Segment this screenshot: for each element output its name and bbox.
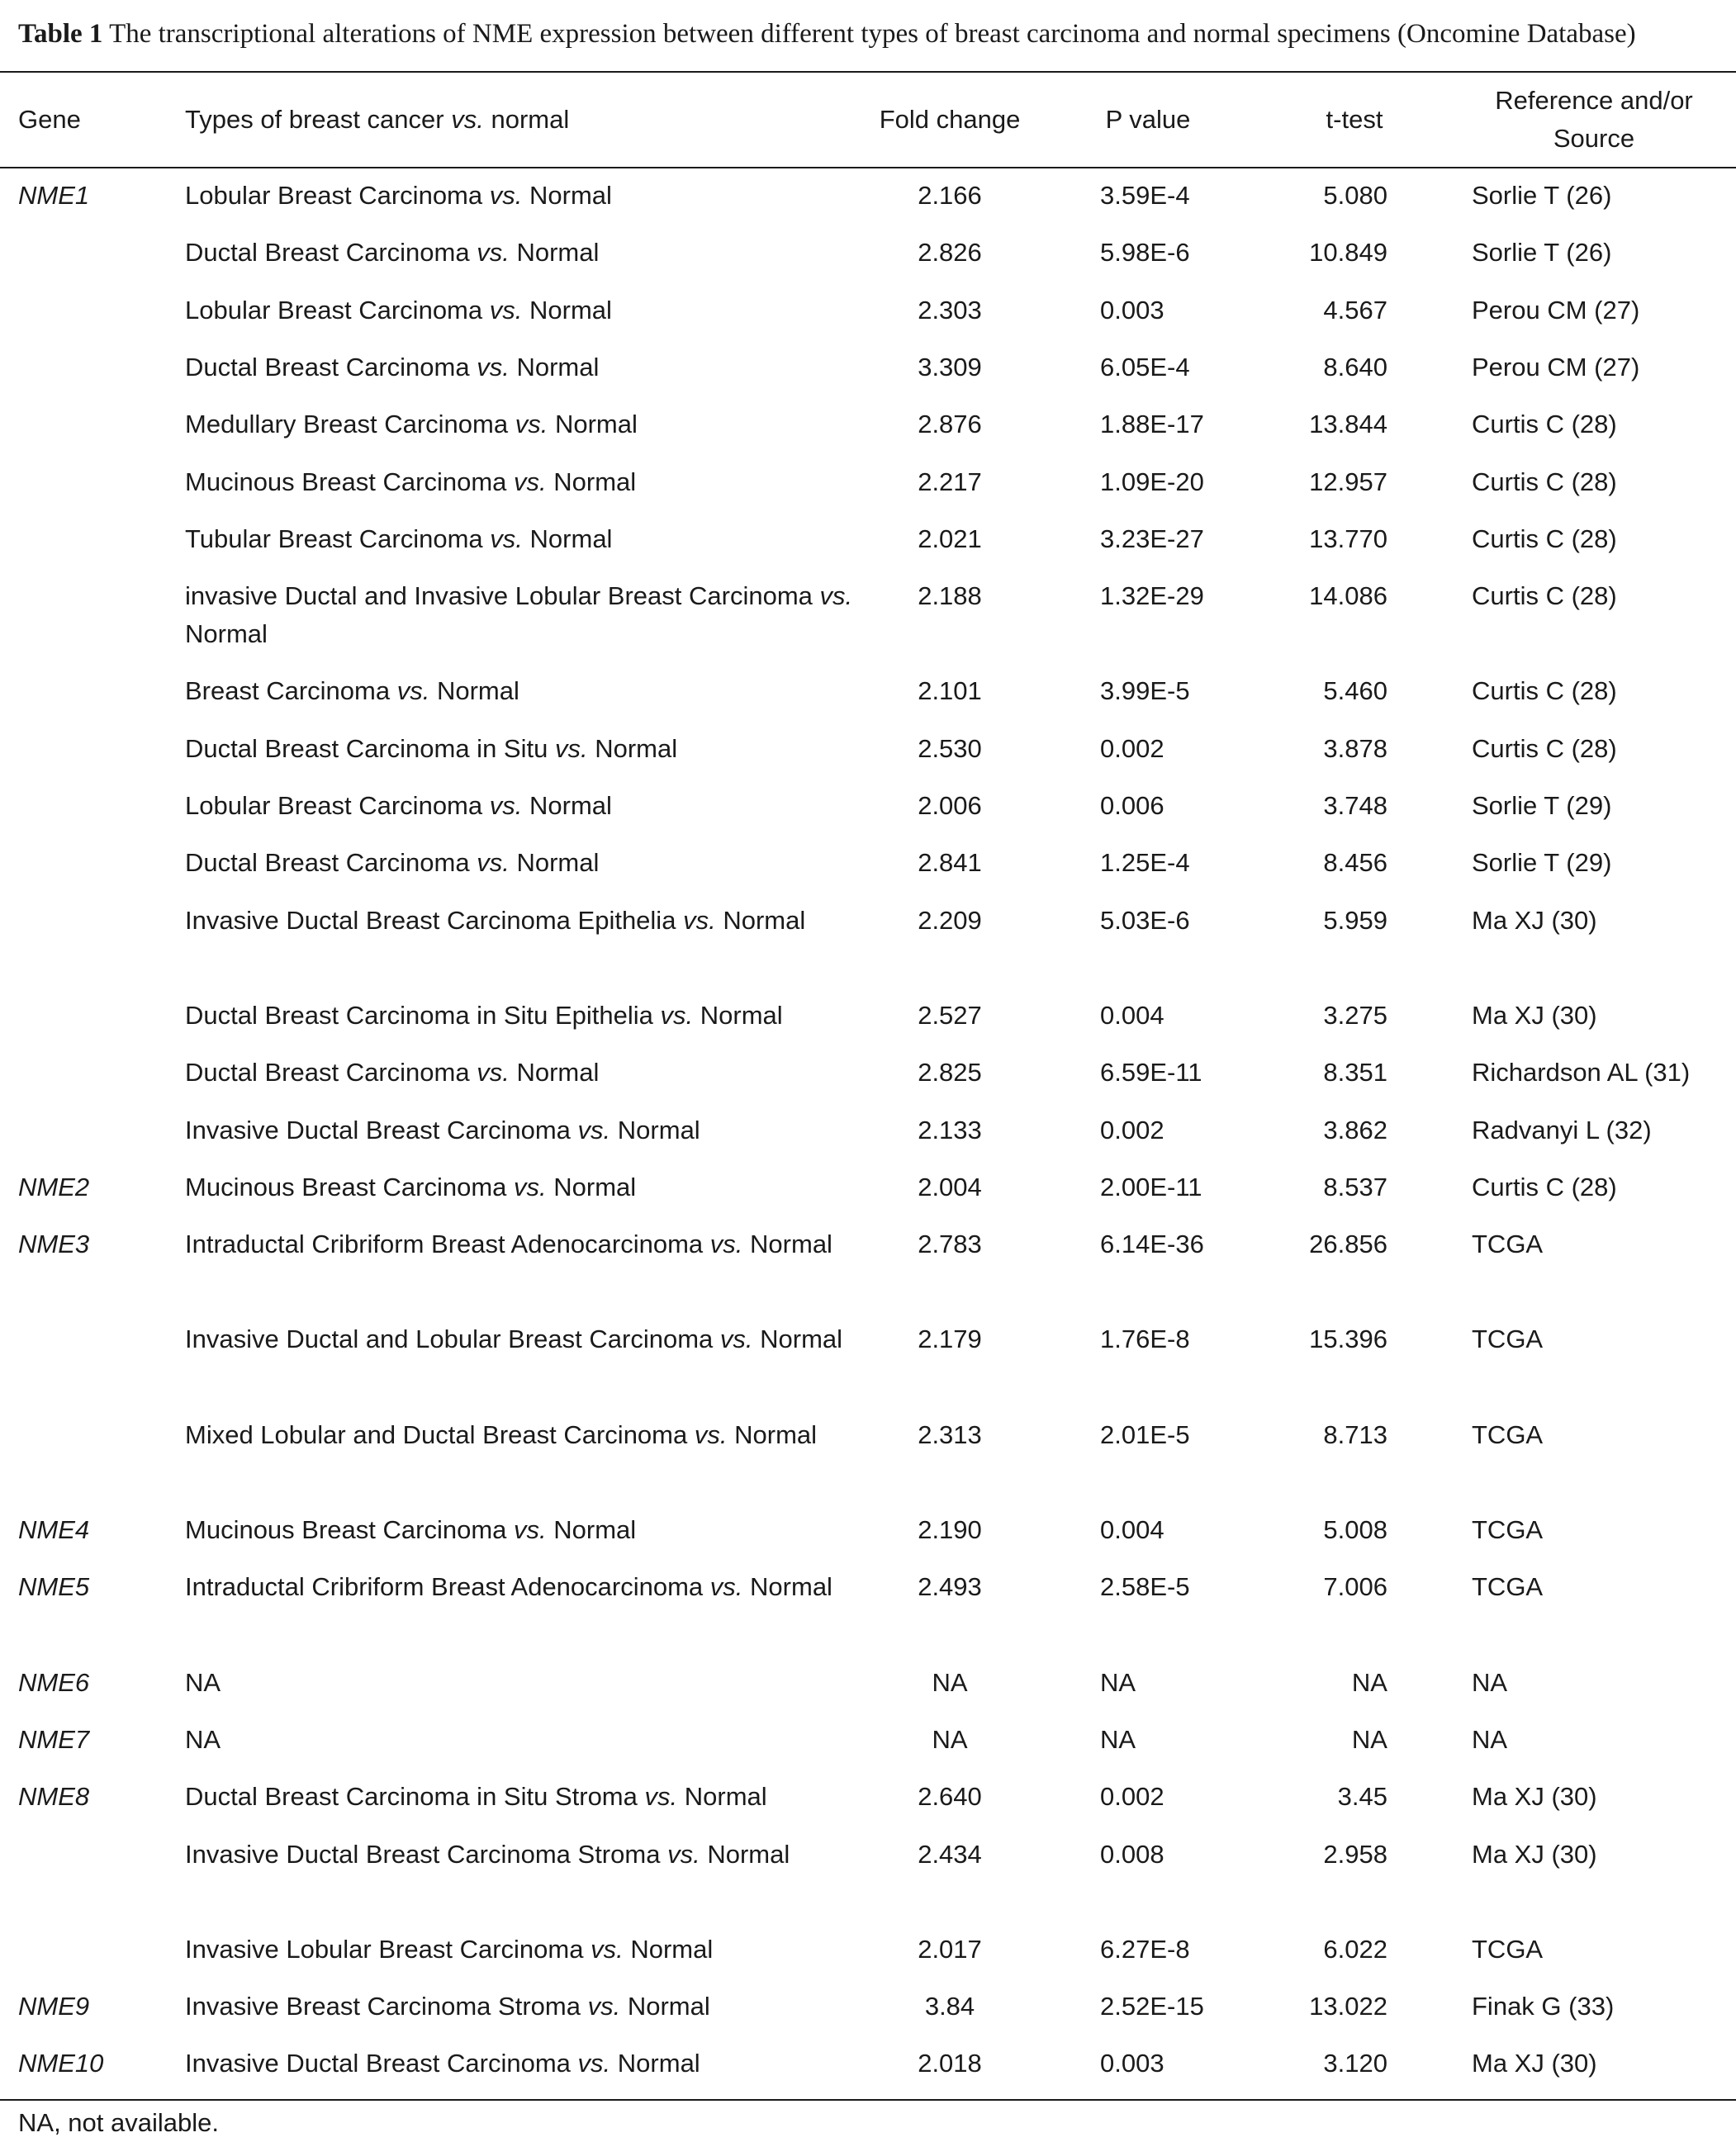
top-rule	[0, 71, 1736, 73]
type-normal: Normal	[516, 1058, 600, 1088]
t-test-cell: 6.022	[1323, 1934, 1387, 1964]
type-cell	[185, 1721, 912, 1759]
t-test-cell: 8.351	[1323, 1058, 1387, 1088]
fold-change-cell: 2.303	[918, 295, 982, 325]
header-types-normal: normal	[491, 105, 570, 134]
fold-change-cell: 2.179	[918, 1325, 982, 1354]
type-text: Intraductal Cribriform Breast Adenocarcinoma	[185, 1572, 704, 1602]
type-cell	[185, 1416, 912, 1454]
type-cell	[185, 291, 912, 329]
reference-cell: TCGA	[1472, 1419, 1544, 1449]
p-value-cell: 0.002	[1100, 733, 1164, 763]
type-vs: vs.	[477, 848, 510, 878]
fold-change-cell: 2.783	[918, 1230, 982, 1259]
t-test-cell: 3.878	[1323, 733, 1387, 763]
p-value-cell: 2.52E-15	[1100, 1992, 1204, 2021]
type-cell	[185, 1988, 912, 2026]
type-text: Lobular Breast Carcinoma	[185, 181, 483, 210]
reference-cell: NA	[1472, 1724, 1508, 1754]
type-normal: Normal	[185, 619, 268, 649]
p-value-cell: 2.00E-11	[1100, 1172, 1202, 1201]
type-cell	[185, 1225, 912, 1263]
header-p-value: P value	[1105, 105, 1191, 134]
type-cell	[185, 577, 912, 653]
reference-cell: Perou CM (27)	[1472, 352, 1640, 381]
t-test-cell: 8.640	[1323, 352, 1387, 381]
p-value-cell: 5.98E-6	[1100, 238, 1190, 268]
p-value-cell: NA	[1100, 1724, 1136, 1754]
type-cell	[185, 787, 912, 825]
reference-cell: Curtis C (28)	[1472, 581, 1617, 611]
fold-change-cell: 2.493	[918, 1572, 982, 1602]
type-text: Mucinous Breast Carcinoma	[185, 467, 507, 496]
reference-cell: Curtis C (28)	[1472, 1172, 1617, 1201]
type-normal: Normal	[554, 410, 638, 439]
p-value-cell: 1.25E-4	[1100, 848, 1190, 878]
table-number: Table 1	[18, 19, 103, 49]
type-cell	[185, 463, 912, 501]
type-cell	[185, 1168, 912, 1206]
type-normal: Normal	[553, 1515, 637, 1544]
t-test-cell: NA	[1351, 1667, 1387, 1697]
p-value-cell: 1.76E-8	[1100, 1325, 1190, 1354]
fold-change-cell: 2.133	[918, 1115, 982, 1144]
type-vs: vs.	[683, 905, 716, 935]
fold-change-cell: NA	[932, 1667, 968, 1697]
fold-change-cell: 2.876	[918, 410, 982, 439]
type-text: Breast Carcinoma	[185, 676, 391, 706]
reference-cell: TCGA	[1472, 1230, 1544, 1259]
header-rule	[0, 167, 1736, 168]
p-value-cell: 0.002	[1100, 1782, 1164, 1812]
reference-cell: Curtis C (28)	[1472, 676, 1617, 706]
type-cell	[185, 520, 912, 558]
p-value-cell: 0.003	[1100, 2049, 1164, 2078]
p-value-cell: 0.008	[1100, 1839, 1164, 1869]
fold-change-cell: 3.84	[924, 1992, 975, 2021]
type-vs: vs.	[489, 181, 523, 210]
type-normal: Normal	[684, 1782, 767, 1812]
type-vs: vs.	[489, 295, 523, 325]
type-normal: Normal	[617, 1115, 700, 1144]
reference-cell: Ma XJ (30)	[1472, 905, 1597, 935]
p-value-cell: 1.09E-20	[1100, 467, 1204, 496]
reference-cell: Sorlie T (29)	[1472, 791, 1612, 820]
header-reference-line1: Reference and/or	[1495, 86, 1693, 115]
fold-change-cell: 3.309	[918, 352, 982, 381]
type-cell	[185, 1931, 912, 1969]
fold-change-cell: 2.006	[918, 791, 982, 820]
reference-cell: Sorlie T (26)	[1472, 181, 1612, 210]
type-vs: vs.	[577, 1115, 611, 1144]
fold-change-cell: 2.217	[918, 467, 982, 496]
type-text: Ductal Breast Carcinoma	[185, 352, 470, 381]
type-text: Invasive Ductal Breast Carcinoma Epithelia	[185, 905, 676, 935]
t-test-cell: NA	[1351, 1724, 1387, 1754]
type-text: Ductal Breast Carcinoma in Situ Epithelia	[185, 1000, 653, 1030]
reference-cell: Curtis C (28)	[1472, 733, 1617, 763]
type-vs: vs.	[591, 1934, 624, 1964]
type-normal: Normal	[750, 1572, 832, 1602]
reference-cell: Curtis C (28)	[1472, 410, 1617, 439]
t-test-cell: 5.959	[1323, 905, 1387, 935]
fold-change-cell: 2.018	[918, 2049, 982, 2078]
type-vs: vs.	[477, 352, 510, 381]
p-value-cell: NA	[1100, 1667, 1136, 1697]
gene-cell: NME1	[18, 181, 90, 210]
p-value-cell: 5.03E-6	[1100, 905, 1190, 935]
type-normal: Normal	[700, 1000, 783, 1030]
fold-change-cell: NA	[932, 1724, 968, 1754]
p-value-cell: 0.004	[1100, 1000, 1164, 1030]
type-cell	[185, 997, 912, 1035]
p-value-cell: 3.23E-27	[1100, 524, 1204, 553]
t-test-cell: 26.856	[1309, 1230, 1387, 1259]
type-normal: Normal	[630, 1934, 714, 1964]
reference-cell: Finak G (33)	[1472, 1992, 1615, 2021]
fold-change-cell: 2.101	[918, 676, 982, 706]
type-normal: Normal	[553, 1172, 637, 1201]
fold-change-cell: 2.209	[918, 905, 982, 935]
gene-cell: NME5	[18, 1572, 90, 1602]
p-value-cell: 0.003	[1100, 295, 1164, 325]
type-text: Ductal Breast Carcinoma	[185, 1058, 470, 1088]
t-test-cell: 13.844	[1309, 410, 1387, 439]
t-test-cell: 3.748	[1323, 791, 1387, 820]
type-text: Ductal Breast Carcinoma in Situ Stroma	[185, 1782, 638, 1812]
header-reference-line2: Source	[1553, 124, 1635, 153]
p-value-cell: 6.14E-36	[1100, 1230, 1204, 1259]
reference-cell: TCGA	[1472, 1515, 1544, 1544]
reference-cell: TCGA	[1472, 1572, 1544, 1602]
t-test-cell: 5.080	[1323, 181, 1387, 210]
type-cell	[185, 1664, 912, 1702]
p-value-cell: 3.59E-4	[1100, 181, 1190, 210]
type-cell	[185, 1836, 912, 1874]
t-test-cell: 5.460	[1323, 676, 1387, 706]
type-vs: vs.	[660, 1000, 694, 1030]
type-vs: vs.	[709, 1572, 743, 1602]
type-text: Invasive Breast Carcinoma Stroma	[185, 1992, 581, 2021]
t-test-cell: 8.713	[1323, 1419, 1387, 1449]
type-normal: Normal	[595, 733, 678, 763]
p-value-cell: 0.006	[1100, 791, 1164, 820]
t-test-cell: 3.45	[1337, 1782, 1387, 1812]
reference-cell: Ma XJ (30)	[1472, 1000, 1597, 1030]
type-vs: vs.	[490, 524, 523, 553]
type-cell	[185, 405, 912, 443]
fold-change-cell: 2.825	[918, 1058, 982, 1088]
type-text: Tubular Breast Carcinoma	[185, 524, 483, 553]
reference-cell: Curtis C (28)	[1472, 467, 1617, 496]
type-cell	[185, 177, 912, 215]
fold-change-cell: 2.166	[918, 181, 982, 210]
type-cell	[185, 348, 912, 386]
table-caption-text: The transcriptional alterations of NME expression between different types of breast carcinoma and normal specimens (Oncomine Database)	[109, 19, 1636, 49]
type-cell	[185, 730, 912, 768]
type-text: Invasive Ductal and Lobular Breast Carcinoma	[185, 1325, 714, 1354]
type-normal: Normal	[750, 1230, 832, 1259]
header-gene: Gene	[18, 105, 81, 134]
type-vs: vs.	[554, 733, 588, 763]
fold-change-cell: 2.640	[918, 1782, 982, 1812]
bottom-rule	[0, 2099, 1736, 2101]
p-value-cell: 6.59E-11	[1100, 1058, 1202, 1088]
t-test-cell: 14.086	[1309, 581, 1387, 611]
type-normal: Normal	[516, 848, 600, 878]
gene-cell: NME10	[18, 2049, 104, 2078]
p-value-cell: 3.99E-5	[1100, 676, 1190, 706]
t-test-cell: 7.006	[1323, 1572, 1387, 1602]
reference-cell: Sorlie T (29)	[1472, 848, 1612, 878]
gene-cell: NME4	[18, 1515, 90, 1544]
p-value-cell: 1.88E-17	[1100, 410, 1204, 439]
type-normal: Normal	[553, 467, 637, 496]
type-text: Ductal Breast Carcinoma in Situ	[185, 733, 548, 763]
gene-cell: NME7	[18, 1724, 90, 1754]
type-text: invasive Ductal and Invasive Lobular Breast Carcinoma	[185, 581, 813, 611]
type-cell	[185, 672, 912, 710]
header-reference	[1454, 82, 1734, 158]
header-fold-change: Fold change	[879, 105, 1021, 134]
type-text: Ductal Breast Carcinoma	[185, 238, 470, 268]
t-test-cell: 3.120	[1323, 2049, 1387, 2078]
p-value-cell: 0.002	[1100, 1115, 1164, 1144]
reference-cell: Sorlie T (26)	[1472, 238, 1612, 268]
p-value-cell: 0.004	[1100, 1515, 1164, 1544]
type-vs: vs.	[489, 791, 523, 820]
type-normal: Normal	[529, 524, 613, 553]
fold-change-cell: 2.530	[918, 733, 982, 763]
gene-cell: NME3	[18, 1230, 90, 1259]
t-test-cell: 8.537	[1323, 1172, 1387, 1201]
type-cell	[185, 1778, 912, 1816]
type-text: Invasive Lobular Breast Carcinoma	[185, 1934, 584, 1964]
type-vs: vs.	[396, 676, 430, 706]
type-vs: vs.	[819, 581, 853, 611]
t-test-cell: 10.849	[1309, 238, 1387, 268]
type-vs: vs.	[709, 1230, 743, 1259]
type-normal: Normal	[436, 676, 519, 706]
t-test-cell: 8.456	[1323, 848, 1387, 878]
type-normal: Normal	[707, 1839, 790, 1869]
reference-cell: Perou CM (27)	[1472, 295, 1640, 325]
type-text: Medullary Breast Carcinoma	[185, 410, 509, 439]
type-vs: vs.	[515, 410, 548, 439]
type-cell	[185, 902, 912, 940]
reference-cell: Radvanyi L (32)	[1472, 1115, 1652, 1144]
type-vs: vs.	[477, 1058, 510, 1088]
t-test-cell: 12.957	[1309, 467, 1387, 496]
type-vs: vs.	[477, 238, 510, 268]
table-footnote: NA, not available.	[18, 2107, 219, 2137]
type-cell	[185, 2045, 912, 2083]
fold-change-cell: 2.188	[918, 581, 982, 611]
reference-cell: NA	[1472, 1667, 1508, 1697]
type-normal: Normal	[617, 2049, 700, 2078]
type-cell	[185, 1054, 912, 1092]
fold-change-cell: 2.841	[918, 848, 982, 878]
type-normal: Normal	[529, 181, 612, 210]
gene-cell: NME9	[18, 1992, 90, 2021]
type-normal: Normal	[734, 1419, 818, 1449]
fold-change-cell: 2.826	[918, 238, 982, 268]
type-text: Lobular Breast Carcinoma	[185, 791, 483, 820]
p-value-cell: 6.27E-8	[1100, 1934, 1190, 1964]
reference-cell: Ma XJ (30)	[1472, 1839, 1597, 1869]
type-vs: vs.	[577, 2049, 611, 2078]
type-normal: Normal	[516, 352, 600, 381]
type-vs: vs.	[514, 1172, 547, 1201]
reference-cell: Curtis C (28)	[1472, 524, 1617, 553]
reference-cell: TCGA	[1472, 1934, 1544, 1964]
p-value-cell: 1.32E-29	[1100, 581, 1204, 611]
gene-cell: NME8	[18, 1782, 90, 1812]
type-normal: Normal	[760, 1325, 843, 1354]
table-caption	[18, 15, 1719, 53]
type-vs: vs.	[514, 1515, 547, 1544]
reference-cell: TCGA	[1472, 1325, 1544, 1354]
fold-change-cell: 2.313	[918, 1419, 982, 1449]
type-cell	[185, 1111, 912, 1149]
type-normal: Normal	[529, 295, 612, 325]
type-vs: vs.	[644, 1782, 678, 1812]
type-vs: vs.	[694, 1419, 728, 1449]
type-text: Ductal Breast Carcinoma	[185, 848, 470, 878]
fold-change-cell: 2.021	[918, 524, 982, 553]
gene-cell: NME2	[18, 1172, 90, 1201]
type-cell	[185, 234, 912, 272]
type-text: Invasive Ductal Breast Carcinoma Stroma	[185, 1839, 661, 1869]
fold-change-cell: 2.434	[918, 1839, 982, 1869]
type-vs: vs.	[719, 1325, 753, 1354]
t-test-cell: 13.022	[1309, 1992, 1387, 2021]
type-cell	[185, 1568, 912, 1606]
p-value-cell: 2.58E-5	[1100, 1572, 1190, 1602]
type-normal: Normal	[516, 238, 600, 268]
fold-change-cell: 2.190	[918, 1515, 982, 1544]
p-value-cell: 2.01E-5	[1100, 1419, 1190, 1449]
type-text: Intraductal Cribriform Breast Adenocarcinoma	[185, 1230, 704, 1259]
type-text: Lobular Breast Carcinoma	[185, 295, 483, 325]
type-normal: Normal	[627, 1992, 710, 2021]
type-vs: vs.	[514, 467, 547, 496]
t-test-cell: 13.770	[1309, 524, 1387, 553]
type-normal: Normal	[529, 791, 612, 820]
t-test-cell: 5.008	[1323, 1515, 1387, 1544]
t-test-cell: 4.567	[1323, 295, 1387, 325]
type-vs: vs.	[587, 1992, 621, 2021]
header-types	[185, 101, 569, 139]
p-value-cell: 6.05E-4	[1100, 352, 1190, 381]
gene-cell: NME6	[18, 1667, 90, 1697]
t-test-cell: 3.862	[1323, 1115, 1387, 1144]
fold-change-cell: 2.017	[918, 1934, 982, 1964]
type-text: Mixed Lobular and Ductal Breast Carcinoma	[185, 1419, 688, 1449]
header-types-text: Types of breast cancer	[185, 105, 444, 134]
reference-cell: Richardson AL (31)	[1472, 1058, 1691, 1088]
t-test-cell: 3.275	[1323, 1000, 1387, 1030]
fold-change-cell: 2.527	[918, 1000, 982, 1030]
type-text: NA	[185, 1667, 221, 1697]
type-text: Invasive Ductal Breast Carcinoma	[185, 2049, 571, 2078]
type-text: Invasive Ductal Breast Carcinoma	[185, 1115, 571, 1144]
type-text: Mucinous Breast Carcinoma	[185, 1515, 507, 1544]
reference-cell: Ma XJ (30)	[1472, 1782, 1597, 1812]
type-cell	[185, 1320, 912, 1358]
type-text: Mucinous Breast Carcinoma	[185, 1172, 507, 1201]
type-normal: Normal	[723, 905, 806, 935]
header-t-test: t-test	[1326, 105, 1383, 134]
reference-cell: Ma XJ (30)	[1472, 2049, 1597, 2078]
t-test-cell: 2.958	[1323, 1839, 1387, 1869]
type-text: NA	[185, 1724, 221, 1754]
header-types-vs: vs.	[451, 105, 484, 134]
type-vs: vs.	[667, 1839, 700, 1869]
fold-change-cell: 2.004	[918, 1172, 982, 1201]
type-cell	[185, 1511, 912, 1549]
t-test-cell: 15.396	[1309, 1325, 1387, 1354]
type-cell	[185, 844, 912, 882]
